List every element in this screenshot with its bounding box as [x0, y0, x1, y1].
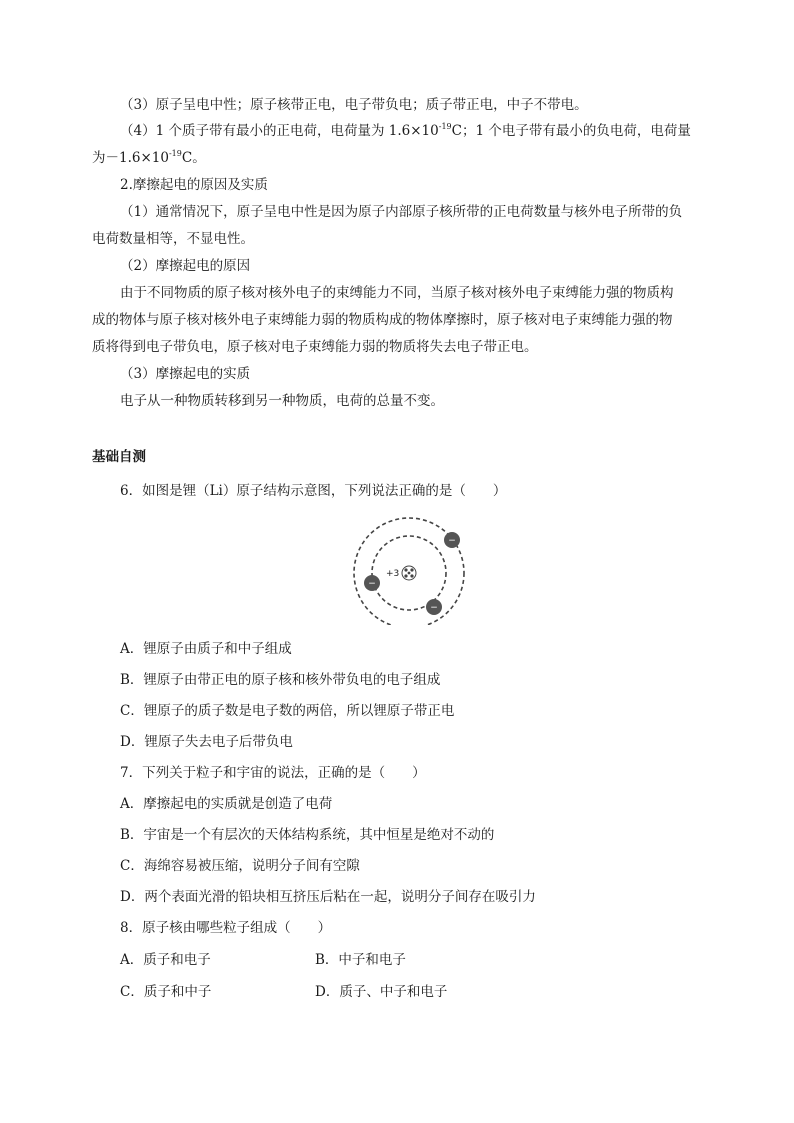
- q7-option-b: B．宇宙是一个有层次的天体结构系统，其中恒星是绝对不动的: [120, 827, 495, 843]
- q8-option-d: D．质子、中子和电子: [315, 984, 448, 1000]
- note-p4-text-a: （4）1 个质子带有最小的正电荷，电荷量为 1.6×10: [120, 123, 439, 139]
- section2-2-title: （2）摩擦起电的原因: [120, 258, 251, 274]
- nucleon: [410, 574, 413, 577]
- q6-option-c: C．锂原子的质子数是电子数的两倍，所以锂原子带正电: [120, 703, 455, 719]
- electron-outer-label: −: [448, 536, 456, 546]
- q8-stem: 8．原子核由哪些粒子组成（ ）: [120, 920, 332, 936]
- q6-stem: 6．如图是锂（Li）原子结构示意图，下列说法正确的是（ ）: [120, 483, 507, 499]
- nucleon: [408, 572, 411, 575]
- nucleon: [404, 574, 407, 577]
- q7-option-c: C．海绵容易被压缩，说明分子间有空隙: [120, 858, 360, 874]
- q7-stem: 7．下列关于粒子和宇宙的说法，正确的是（ ）: [120, 765, 426, 781]
- note-p4-line1: [120, 122, 691, 140]
- section2-1-line1: （1）通常情况下，原子呈电中性是因为原子内部原子核所带的正电荷数量与核外电子所带的负: [120, 204, 683, 220]
- section2-3-line1: 电子从一种物质转移到另一种物质，电荷的总量不变。: [120, 393, 444, 409]
- electron-inner-left-label: −: [368, 579, 376, 589]
- lithium-atom-diagram: [350, 515, 470, 625]
- q8-option-a: A．质子和电子: [120, 952, 211, 968]
- section2-2-line3: 质将得到电子带负电，原子核对电子束缚能力弱的物质将失去电子带正电。: [92, 339, 538, 355]
- section2-title: 2.摩擦起电的原因及实质: [120, 177, 268, 193]
- q7-option-a: A．摩擦起电的实质就是创造了电荷: [120, 796, 333, 812]
- section2-1-line2: 电荷数量相等，不显电性。: [92, 231, 254, 247]
- note-p4-exponent-2: -19: [168, 149, 182, 158]
- note-p4-line2: [92, 149, 206, 167]
- q6-option-b: B．锂原子由带正电的原子核和核外带负电的电子组成: [120, 672, 441, 688]
- q8-option-c: C．质子和中子: [120, 984, 212, 1000]
- note-p3: （3）原子呈电中性；原子核带正电，电子带负电；质子带正电，中子不带电。: [120, 97, 588, 113]
- section2-2-line2: 成的物体与原子核对核外电子束缚能力弱的物质构成的物体摩擦时，原子核对电子束缚能力强的物: [92, 312, 673, 328]
- section2-3-title: （3）摩擦起电的实质: [120, 366, 251, 382]
- q8-option-b: B．中子和电子: [315, 952, 406, 968]
- note-p4-text-c: 为－1.6×10: [92, 150, 169, 166]
- section2-2-line1: 由于不同物质的原子核对核外电子的束缚能力不同，当原子核对核外电子束缚能力强的物质构: [120, 285, 674, 301]
- note-p4-text-d: C。: [181, 150, 206, 166]
- q6-option-a: A．锂原子由质子和中子组成: [120, 641, 292, 657]
- section-title-self-test: 基础自测: [92, 449, 146, 465]
- electron-inner-bottom-label: −: [430, 603, 438, 613]
- nucleon: [410, 568, 413, 571]
- note-p4-exponent-1: -19: [438, 122, 452, 131]
- q7-option-d: D．两个表面光滑的铅块相互挤压后粘在一起，说明分子间存在吸引力: [120, 889, 536, 905]
- q6-option-d: D．锂原子失去电子后带负电: [120, 734, 293, 750]
- nucleus-charge-label: +3: [386, 569, 400, 579]
- nucleon: [404, 568, 407, 571]
- note-p4-text-b: C；1 个电子带有最小的负电荷，电荷量: [451, 123, 691, 139]
